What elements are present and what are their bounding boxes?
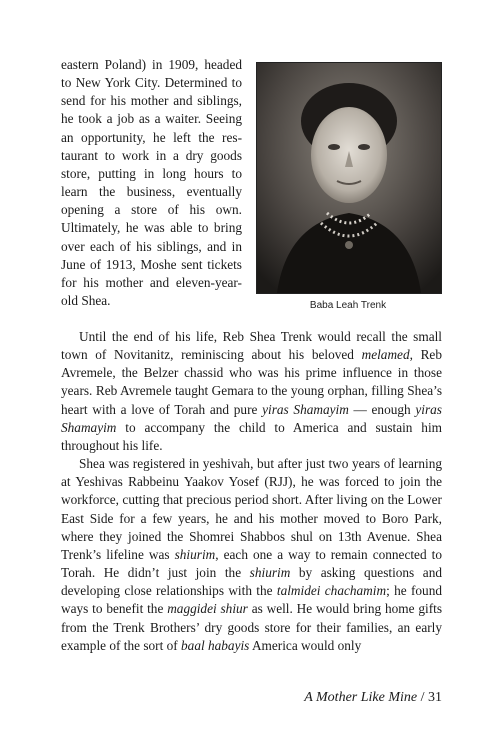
italic-term: baal habayis — [181, 637, 250, 653]
page-footer — [304, 690, 442, 706]
text-run: , each one a way to remain connected to Torah. He didn’t just join the — [61, 546, 442, 581]
footer-separator: / — [417, 690, 428, 705]
text-run: to accompany the child to America and sustain him throughout his life. — [61, 419, 442, 453]
italic-term: shiurim — [174, 546, 216, 562]
main-body-text — [61, 328, 442, 655]
opening-paragraph: eastern Poland) in 1909, headed to New York City. Determined to send for his mother and siblings, he took a job as a waiter. Seeing an opportunity, he left the restaurant to work in a dry goods store, putting in long hours to learn the business, eventually opening a store of his own. Ultimately, he was able to bring over each of his siblings, and in June of 1913, Moshe sent tickets for his mother and eleven-year-old Shea. — [61, 57, 242, 309]
italic-term: yiras Shamayim — [262, 401, 349, 417]
italic-term: shiurim — [249, 565, 291, 581]
portrait-illustration — [257, 63, 441, 293]
text-run: ; he found ways to benefit the — [61, 583, 442, 617]
photo-caption: Baba Leah Trenk — [309, 300, 387, 311]
text-run: as well. He would bring home gifts from the Trenk Brothers’ dry goods store for their families, an early example of the sort of — [61, 601, 442, 653]
italic-term: talmidei chachamim — [276, 583, 387, 599]
text-run: Shea was registered in yeshivah, but after just two years of learning at Yeshivas Rabbeinu Yaakov Yosef (RJJ), he was forced to join the workforce, cutting that precious period short. After living on the Lower East Side for a few years, he and his mother moved to Boro Park, where they joined the Shomrei Shabbos shul on 13th Avenue. Shea Trenk’s lifeline was — [61, 456, 442, 562]
italic-term: maggidei shiur — [167, 601, 248, 617]
text-run: by asking questions and developing close relationships with the — [61, 565, 442, 599]
text-run: America would only — [249, 637, 362, 653]
italic-term: melamed — [361, 347, 410, 363]
text-run: — enough — [348, 401, 416, 417]
page-number: 31 — [428, 690, 442, 705]
portrait-photo — [256, 62, 442, 294]
text-run: Until the end of his life, Reb Shea Trenk would recall the small town of Novitanitz, reminiscing about his beloved — [61, 329, 442, 363]
italic-term: yiras Shamayim — [61, 401, 442, 435]
paragraph-1 — [61, 328, 442, 455]
running-title: A Mother Like Mine — [304, 690, 418, 705]
text-run: , Reb Avremele, the Belzer chassid who was his prime influence in those years. Reb Avremele taught Gemara to the young orphan, filling Shea’s heart with a love of Torah and pure — [61, 347, 442, 417]
paragraph-2 — [61, 455, 442, 655]
left-column-text — [61, 56, 242, 310]
